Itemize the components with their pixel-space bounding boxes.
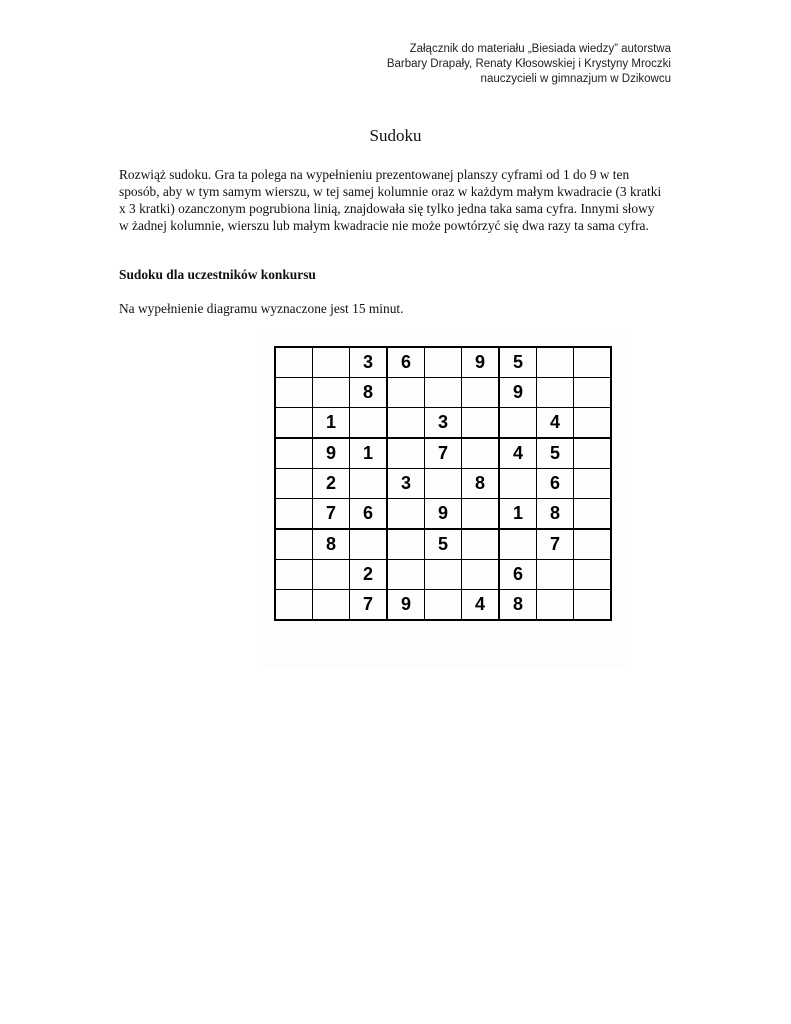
sudoku-cell[interactable]: 1 [350,438,388,469]
sudoku-cell[interactable] [537,347,574,378]
sudoku-cell[interactable]: 9 [425,499,462,530]
sudoku-cell[interactable] [275,408,313,439]
sudoku-cell[interactable]: 1 [313,408,350,439]
time-info: Na wypełnienie diagramu wyznaczone jest 15 minut. [119,301,404,316]
sudoku-cell[interactable] [425,347,462,378]
sudoku-cell[interactable]: 6 [350,499,388,530]
document-header [387,42,671,87]
sudoku-cell[interactable] [387,560,425,590]
sudoku-cell[interactable] [275,560,313,590]
sudoku-cell[interactable] [275,529,313,560]
sudoku-cell[interactable] [387,438,425,469]
sudoku-cell[interactable] [425,560,462,590]
sudoku-row [275,438,611,469]
sudoku-cell[interactable]: 9 [313,438,350,469]
sudoku-cell[interactable] [275,590,313,621]
sudoku-cell[interactable]: 8 [350,378,388,408]
sudoku-cell[interactable] [499,469,537,499]
sudoku-cell[interactable] [350,408,388,439]
sudoku-cell[interactable] [387,529,425,560]
sudoku-cell[interactable] [350,469,388,499]
sudoku-cell[interactable] [574,590,612,621]
sudoku-cell[interactable] [462,560,500,590]
sudoku-cell[interactable] [574,469,612,499]
sudoku-cell[interactable] [275,469,313,499]
sudoku-cell[interactable]: 9 [499,378,537,408]
sudoku-cell[interactable] [425,590,462,621]
sudoku-cell[interactable] [574,408,612,439]
sudoku-cell[interactable] [462,529,500,560]
sudoku-cell[interactable] [574,529,612,560]
sudoku-row [275,529,611,560]
sudoku-cell[interactable] [462,438,500,469]
sudoku-cell[interactable] [425,469,462,499]
sudoku-cell[interactable]: 1 [499,499,537,530]
sudoku-cell[interactable] [574,378,612,408]
section-heading: Sudoku dla uczestników konkursu [119,267,316,282]
sudoku-row [275,408,611,439]
sudoku-cell[interactable] [275,438,313,469]
sudoku-row [275,347,611,378]
sudoku-cell[interactable] [387,378,425,408]
sudoku-cell[interactable]: 5 [499,347,537,378]
sudoku-cell[interactable]: 9 [387,590,425,621]
sudoku-cell[interactable]: 5 [537,438,574,469]
sudoku-cell[interactable]: 7 [313,499,350,530]
sudoku-cell[interactable]: 7 [537,529,574,560]
sudoku-cell[interactable]: 7 [350,590,388,621]
sudoku-grid [274,346,612,621]
sudoku-cell[interactable]: 4 [537,408,574,439]
page-title: Sudoku [369,126,422,145]
intro-paragraph: Rozwiąż sudoku. Gra ta polega na wypełnieniu prezentowanej planszy cyframi od 1 do 9 w ten sposób, aby w tym samym wierszu, w tej samej kolumnie oraz w każdym małym kwadracie (3 kratki x 3 kratki) ozanczonym pogrubiona linią, znajdowała się tylko jedna taka sama cyfra. Innymi słowy w żadnej kolumnie, wierszu lub małym kwadracie nie może powtórzyć się dwa razy ta sama cyfra. [119,167,662,233]
sudoku-cell[interactable]: 4 [499,438,537,469]
header-line: nauczycieli w gimnazjum w Dzikowcu [480,73,671,85]
sudoku-cell[interactable]: 9 [462,347,500,378]
sudoku-cell[interactable]: 8 [537,499,574,530]
sudoku-cell[interactable] [387,408,425,439]
sudoku-cell[interactable] [574,347,612,378]
sudoku-cell[interactable]: 6 [499,560,537,590]
sudoku-row [275,499,611,530]
sudoku-cell[interactable]: 3 [350,347,388,378]
sudoku-row [275,560,611,590]
sudoku-cell[interactable] [462,378,500,408]
sudoku-cell[interactable] [499,529,537,560]
header-line: Załącznik do materiału „Biesiada wiedzy” autorstwa [409,43,671,55]
sudoku-row [275,469,611,499]
sudoku-cell[interactable]: 3 [387,469,425,499]
sudoku-cell[interactable]: 7 [425,438,462,469]
sudoku-cell[interactable]: 8 [313,529,350,560]
sudoku-cell[interactable]: 2 [313,469,350,499]
sudoku-cell[interactable]: 2 [350,560,388,590]
sudoku-cell[interactable]: 6 [537,469,574,499]
sudoku-cell[interactable] [275,347,313,378]
sudoku-cell[interactable] [574,438,612,469]
sudoku-cell[interactable]: 5 [425,529,462,560]
sudoku-cell[interactable] [499,408,537,439]
sudoku-cell[interactable] [313,560,350,590]
sudoku-cell[interactable]: 6 [387,347,425,378]
sudoku-cell[interactable]: 3 [425,408,462,439]
sudoku-cell[interactable]: 4 [462,590,500,621]
sudoku-row [275,590,611,621]
sudoku-cell[interactable] [537,560,574,590]
sudoku-cell[interactable] [462,499,500,530]
sudoku-cell[interactable]: 8 [462,469,500,499]
sudoku-cell[interactable] [574,499,612,530]
sudoku-cell[interactable] [462,408,500,439]
sudoku-row [275,378,611,408]
sudoku-cell[interactable] [313,590,350,621]
sudoku-cell[interactable] [425,378,462,408]
sudoku-cell[interactable]: 8 [499,590,537,621]
sudoku-cell[interactable] [537,378,574,408]
sudoku-cell[interactable] [275,499,313,530]
sudoku-cell[interactable] [275,378,313,408]
sudoku-cell[interactable] [574,560,612,590]
sudoku-cell[interactable] [313,347,350,378]
sudoku-cell[interactable] [350,529,388,560]
sudoku-cell[interactable] [387,499,425,530]
sudoku-cell[interactable] [537,590,574,621]
sudoku-cell[interactable] [313,378,350,408]
header-line: Barbary Drapały, Renaty Kłosowskiej i Krystyny Mroczki [386,58,671,70]
